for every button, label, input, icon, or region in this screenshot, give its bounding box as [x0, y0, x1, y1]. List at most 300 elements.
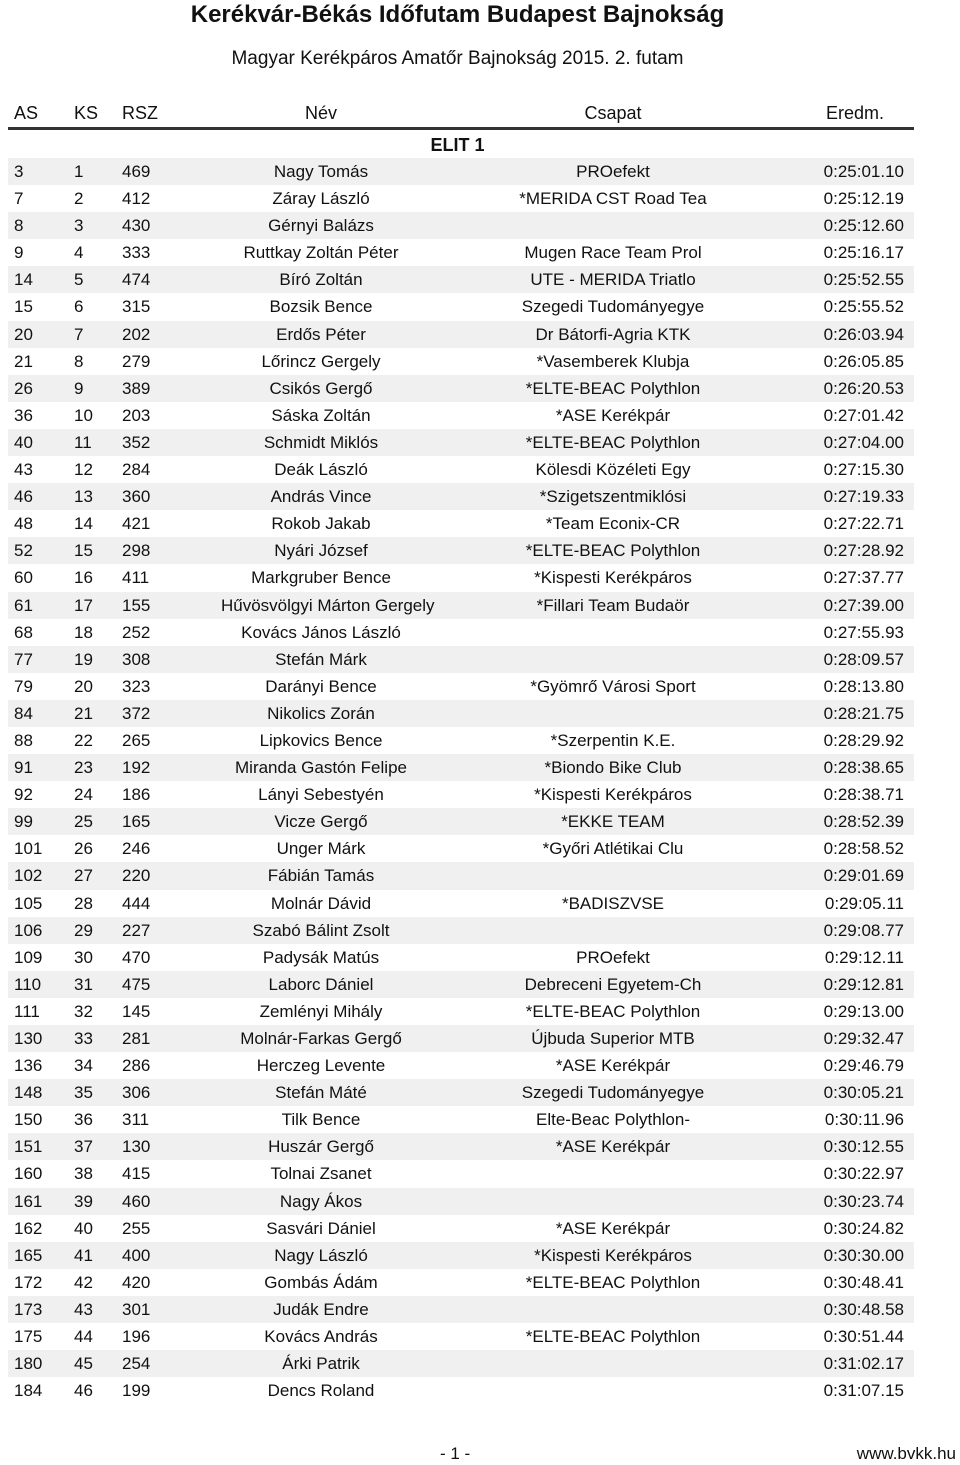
cell-rsz: 220 — [122, 866, 151, 886]
table-row — [8, 1106, 914, 1133]
cell-nev: Lányi Sebestyén — [258, 785, 384, 805]
cell-eredm: 0:28:29.92 — [823, 730, 904, 750]
cell-nev: Lipkovics Bence — [259, 730, 383, 750]
cell-nev: Erdős Péter — [276, 324, 366, 344]
cell-ks: 38 — [74, 1164, 93, 1184]
cell-nev: Huszár Gergő — [268, 1137, 374, 1157]
cell-nev: Rokob Jakab — [271, 514, 371, 534]
cell-eredm: 0:29:12.11 — [824, 947, 904, 967]
cell-csapat: *ASE Kerékpár — [555, 1137, 671, 1157]
cell-nev: Bíró Zoltán — [279, 270, 363, 290]
table-row — [8, 700, 914, 727]
cell-csapat: Szegedi Tudományegye — [521, 1083, 705, 1103]
cell-eredm: 0:27:39.00 — [823, 595, 904, 615]
table-row — [8, 1269, 914, 1296]
cell-nev: Schmidt Miklós — [263, 432, 379, 452]
cell-rsz: 192 — [122, 758, 151, 778]
cell-csapat: *EKKE TEAM — [561, 812, 665, 832]
cell-rsz: 420 — [122, 1272, 151, 1292]
cell-eredm: 0:30:22.97 — [823, 1164, 904, 1184]
cell-eredm: 0:27:01.42 — [823, 405, 904, 425]
cell-nev: Zemlényi Mihály — [259, 1001, 383, 1021]
cell-ks: 46 — [74, 1381, 93, 1401]
cell-csapat: PROefekt — [576, 947, 650, 967]
table-row — [8, 781, 914, 808]
cell-nev: Árki Patrik — [282, 1354, 360, 1374]
cell-as: 106 — [14, 920, 43, 940]
cell-as: 21 — [14, 351, 33, 371]
cell-eredm: 0:28:58.52 — [823, 839, 904, 859]
column-header-nev: Név — [304, 103, 337, 123]
cell-nev: Csikós Gergő — [269, 378, 373, 398]
cell-nev: Laborc Dániel — [268, 974, 374, 994]
cell-eredm: 0:25:55.52 — [823, 297, 904, 317]
table-row — [8, 835, 914, 862]
cell-eredm: 0:29:46.79 — [823, 1056, 904, 1076]
cell-rsz: 372 — [122, 703, 151, 723]
cell-ks: 11 — [74, 432, 92, 452]
table-row — [8, 429, 914, 456]
cell-rsz: 279 — [122, 351, 151, 371]
cell-nev: Miranda Gastón Felipe — [235, 758, 407, 778]
cell-rsz: 460 — [122, 1191, 151, 1211]
table-row — [8, 1215, 914, 1242]
cell-eredm: 0:30:24.82 — [823, 1218, 904, 1238]
cell-eredm: 0:26:03.94 — [823, 324, 904, 344]
cell-ks: 22 — [74, 730, 93, 750]
cell-csapat: Mugen Race Team Prol — [524, 243, 702, 263]
table-row — [8, 673, 914, 700]
cell-eredm: 0:29:12.81 — [823, 974, 904, 994]
cell-nev: Judák Endre — [273, 1299, 369, 1319]
cell-csapat: *Kispesti Kerékpáros — [534, 785, 692, 805]
table-row — [8, 1350, 914, 1377]
cell-csapat: PROefekt — [576, 162, 650, 181]
cell-ks: 20 — [74, 676, 93, 696]
cell-as: 184 — [14, 1381, 43, 1401]
cell-as: 151 — [14, 1137, 43, 1157]
cell-ks: 41 — [74, 1245, 93, 1265]
cell-as: 46 — [14, 487, 33, 507]
cell-ks: 14 — [74, 514, 93, 534]
cell-as: 61 — [14, 595, 33, 615]
cell-nev: Gombás Ádám — [264, 1272, 378, 1292]
cell-rsz: 444 — [122, 893, 151, 913]
cell-as: 175 — [14, 1327, 43, 1347]
table-row — [8, 971, 914, 998]
cell-nev: Záray László — [272, 189, 370, 209]
cell-csapat: *Gyömrő Városi Sport — [530, 676, 696, 696]
cell-eredm: 0:31:07.15 — [823, 1381, 904, 1401]
cell-as: 15 — [14, 297, 33, 317]
cell-rsz: 308 — [122, 649, 151, 669]
cell-ks: 5 — [74, 270, 84, 290]
table-row — [8, 402, 914, 429]
cell-ks: 36 — [74, 1110, 93, 1130]
cell-nev: Sasvári Dániel — [266, 1218, 376, 1238]
cell-nev: Bozsik Bence — [269, 297, 373, 317]
table-row — [8, 1079, 914, 1106]
cell-ks: 9 — [74, 378, 84, 398]
cell-ks: 15 — [74, 541, 93, 561]
cell-rsz: 246 — [122, 839, 151, 859]
cell-as: 7 — [14, 189, 24, 209]
cell-eredm: 0:27:19.33 — [823, 487, 904, 507]
cell-ks: 4 — [74, 243, 84, 263]
cell-as: 111 — [14, 1001, 40, 1021]
cell-nev: Nikolics Zorán — [267, 703, 375, 723]
cell-as: 150 — [14, 1110, 43, 1130]
cell-ks: 8 — [74, 351, 84, 371]
cell-eredm: 0:29:13.00 — [823, 1001, 904, 1021]
table-row — [8, 483, 914, 510]
cell-eredm: 0:25:01.10 — [823, 162, 904, 181]
cell-eredm: 0:26:20.53 — [823, 378, 904, 398]
cell-rsz: 186 — [122, 785, 151, 805]
cell-eredm: 0:27:04.00 — [823, 432, 904, 452]
table-row — [8, 592, 914, 619]
cell-rsz: 130 — [122, 1137, 151, 1157]
cell-rsz: 470 — [122, 947, 151, 967]
cell-eredm: 0:25:16.17 — [823, 243, 904, 263]
cell-rsz: 255 — [122, 1218, 151, 1238]
column-header-ks: KS — [74, 103, 99, 123]
column-header-eredm: Eredm. — [825, 103, 884, 123]
cell-as: 68 — [14, 622, 33, 642]
cell-as: 102 — [14, 866, 43, 886]
category-heading: ELIT 1 — [430, 135, 485, 155]
cell-ks: 28 — [74, 893, 93, 913]
table-row — [8, 862, 914, 889]
cell-as: 3 — [14, 162, 24, 181]
table-row — [8, 1296, 914, 1323]
table-row — [8, 456, 914, 483]
table-row — [8, 917, 914, 944]
table-row — [8, 808, 914, 835]
cell-nev: Nagy Ákos — [279, 1191, 363, 1211]
table-row — [8, 321, 914, 348]
cell-rsz: 254 — [122, 1354, 151, 1374]
cell-csapat: Elte-Beac Polythlon- — [535, 1110, 691, 1130]
cell-eredm: 0:25:52.55 — [823, 270, 904, 290]
cell-csapat: Kölesdi Közéleti Egy — [535, 460, 691, 480]
cell-nev: Gérnyi Balázs — [268, 216, 374, 236]
cell-ks: 45 — [74, 1354, 93, 1374]
table-row — [8, 1133, 914, 1160]
cell-rsz: 415 — [122, 1164, 151, 1184]
cell-eredm: 0:29:08.77 — [823, 920, 904, 940]
cell-rsz: 412 — [122, 189, 151, 209]
cell-ks: 26 — [74, 839, 93, 859]
table-row — [8, 348, 914, 375]
cell-eredm: 0:25:12.60 — [823, 216, 904, 236]
cell-csapat: *ELTE-BEAC Polythlon — [525, 541, 701, 561]
cell-nev: Molnár Dávid — [270, 893, 372, 913]
cell-rsz: 196 — [122, 1327, 151, 1347]
cell-rsz: 475 — [122, 974, 151, 994]
cell-ks: 42 — [74, 1272, 93, 1292]
cell-as: 8 — [14, 216, 24, 236]
cell-rsz: 199 — [122, 1381, 151, 1401]
cell-eredm: 0:30:23.74 — [823, 1191, 904, 1211]
table-row — [8, 1323, 914, 1350]
cell-rsz: 265 — [122, 730, 151, 750]
table-row — [8, 1052, 914, 1079]
cell-nev: Nagy Tomás — [273, 162, 369, 181]
cell-csapat: *Biondo Bike Club — [544, 758, 682, 778]
table-row — [8, 1025, 914, 1052]
cell-as: 101 — [14, 839, 43, 859]
cell-ks: 19 — [74, 649, 93, 669]
cell-as: 136 — [14, 1056, 43, 1076]
table-row — [8, 510, 914, 537]
cell-nev: Stefán Máté — [275, 1083, 367, 1103]
cell-eredm: 0:27:22.71 — [823, 514, 904, 534]
cell-nev: Tolnai Zsanet — [270, 1164, 372, 1184]
cell-eredm: 0:27:55.93 — [823, 622, 904, 642]
cell-csapat: *ELTE-BEAC Polythlon — [525, 1272, 701, 1292]
cell-rsz: 281 — [122, 1029, 151, 1048]
cell-ks: 27 — [74, 866, 93, 886]
cell-eredm: 0:27:37.77 — [823, 568, 904, 588]
table-row — [8, 239, 914, 266]
table-row — [8, 158, 914, 185]
cell-ks: 29 — [74, 920, 93, 940]
cell-ks: 33 — [74, 1029, 93, 1048]
cell-rsz: 411 — [122, 568, 150, 588]
cell-eredm: 0:29:01.69 — [823, 866, 904, 886]
table-row — [8, 375, 914, 402]
cell-csapat: Debreceni Egyetem-Ch — [524, 974, 702, 994]
cell-csapat: *Szigetszentmiklósi — [539, 487, 687, 507]
cell-rsz: 145 — [122, 1001, 151, 1021]
cell-eredm: 0:25:12.19 — [823, 189, 904, 209]
cell-nev: Stefán Márk — [275, 649, 367, 669]
table-row — [8, 537, 914, 564]
cell-ks: 35 — [74, 1083, 93, 1103]
cell-rsz: 421 — [122, 514, 151, 534]
cell-eredm: 0:30:51.44 — [823, 1327, 904, 1347]
cell-eredm: 0:28:38.71 — [823, 785, 904, 805]
cell-csapat: *ASE Kerékpár — [555, 1056, 671, 1076]
cell-as: 172 — [14, 1272, 43, 1292]
cell-nev: Nagy László — [274, 1245, 368, 1265]
cell-rsz: 301 — [122, 1299, 151, 1319]
cell-ks: 2 — [74, 189, 84, 209]
cell-eredm: 0:28:52.39 — [823, 812, 904, 832]
cell-nev: Markgruber Bence — [251, 568, 391, 588]
cell-csapat: *ELTE-BEAC Polythlon — [525, 378, 701, 398]
cell-nev: Fábián Tamás — [267, 866, 375, 886]
cell-rsz: 352 — [122, 432, 151, 452]
cell-ks: 21 — [74, 703, 93, 723]
cell-ks: 23 — [74, 758, 93, 778]
cell-rsz: 155 — [122, 595, 151, 615]
cell-rsz: 227 — [122, 920, 151, 940]
cell-ks: 37 — [74, 1137, 93, 1157]
table-row — [8, 890, 914, 917]
cell-rsz: 315 — [122, 297, 151, 317]
cell-rsz: 474 — [122, 270, 151, 290]
cell-as: 20 — [14, 324, 33, 344]
cell-nev: Ruttkay Zoltán Péter — [243, 243, 399, 263]
cell-ks: 32 — [74, 1001, 93, 1021]
cell-csapat: *ELTE-BEAC Polythlon — [525, 432, 701, 452]
cell-eredm: 0:28:09.57 — [823, 649, 904, 669]
table-row — [8, 998, 914, 1025]
cell-nev: Padysák Matús — [262, 947, 380, 967]
cell-csapat: *ASE Kerékpár — [555, 405, 671, 425]
cell-csapat: Dr Bátorfi-Agria KTK — [535, 324, 691, 344]
cell-eredm: 0:30:30.00 — [823, 1245, 904, 1265]
cell-as: 36 — [14, 405, 33, 425]
cell-csapat: *Kispesti Kerékpáros — [534, 1245, 692, 1265]
cell-as: 165 — [14, 1245, 43, 1265]
cell-ks: 12 — [74, 460, 93, 480]
cell-rsz: 298 — [122, 541, 151, 561]
results-table — [8, 158, 914, 1404]
column-header-rsz: RSZ — [122, 103, 158, 123]
cell-ks: 7 — [74, 324, 84, 344]
cell-eredm: 0:27:28.92 — [823, 541, 904, 561]
table-row — [8, 1188, 914, 1215]
cell-ks: 13 — [74, 487, 93, 507]
cell-csapat: Újbuda Superior MTB — [531, 1029, 695, 1048]
cell-rsz: 286 — [122, 1056, 151, 1076]
table-row — [8, 185, 914, 212]
cell-rsz: 469 — [122, 162, 151, 181]
cell-as: 105 — [14, 893, 43, 913]
cell-as: 109 — [14, 947, 43, 967]
cell-as: 48 — [14, 514, 33, 534]
cell-as: 160 — [14, 1164, 43, 1184]
cell-eredm: 0:30:12.55 — [823, 1137, 904, 1157]
cell-nev: Vicze Gergő — [274, 812, 368, 832]
cell-csapat: *MERIDA CST Road Tea — [519, 189, 707, 209]
cell-rsz: 430 — [122, 216, 151, 236]
cell-as: 26 — [14, 378, 33, 398]
cell-as: 91 — [14, 758, 33, 778]
cell-eredm: 0:28:21.75 — [823, 703, 904, 723]
cell-ks: 34 — [74, 1056, 93, 1076]
cell-ks: 6 — [74, 297, 84, 317]
cell-as: 77 — [14, 649, 33, 669]
cell-csapat: *Győri Atlétikai Clu — [542, 839, 684, 859]
cell-eredm: 0:30:48.58 — [823, 1299, 904, 1319]
cell-as: 92 — [14, 785, 33, 805]
cell-csapat: *ASE Kerékpár — [555, 1218, 671, 1238]
cell-nev: Kovács János László — [241, 622, 401, 642]
cell-ks: 43 — [74, 1299, 93, 1319]
cell-as: 110 — [14, 974, 42, 994]
cell-nev: Herczeg Levente — [256, 1056, 386, 1076]
table-row — [8, 1160, 914, 1187]
cell-csapat: *Kispesti Kerékpáros — [534, 568, 692, 588]
cell-as: 43 — [14, 460, 33, 480]
cell-eredm: 0:29:05.11 — [824, 893, 904, 913]
cell-rsz: 400 — [122, 1245, 151, 1265]
cell-rsz: 333 — [122, 243, 151, 263]
cell-nev: Lőrincz Gergely — [261, 351, 381, 371]
page-title: Kerékvár-Békás Időfutam Budapest Bajnokság — [190, 1, 725, 28]
cell-ks: 16 — [74, 568, 93, 588]
cell-as: 79 — [14, 676, 33, 696]
cell-ks: 39 — [74, 1191, 93, 1211]
cell-nev: Szabó Bálint Zsolt — [252, 920, 390, 940]
table-row — [8, 212, 914, 239]
cell-nev: András Vince — [270, 487, 372, 507]
cell-nev: Unger Márk — [276, 839, 366, 859]
cell-ks: 40 — [74, 1218, 93, 1238]
cell-ks: 1 — [74, 162, 84, 181]
cell-ks: 31 — [74, 974, 93, 994]
cell-eredm: 0:27:15.30 — [823, 460, 904, 480]
cell-as: 88 — [14, 730, 33, 750]
cell-csapat: *Fillari Team Budaör — [536, 595, 690, 615]
table-row — [8, 1242, 914, 1269]
column-header-as: AS — [14, 103, 39, 123]
cell-nev: Hűvösvölgyi Márton Gergely — [221, 595, 435, 615]
cell-as: 9 — [14, 243, 24, 263]
cell-nev: Dencs Roland — [267, 1381, 375, 1401]
cell-ks: 30 — [74, 947, 93, 967]
cell-eredm: 0:30:05.21 — [823, 1083, 904, 1103]
cell-as: 52 — [14, 541, 33, 561]
table-row — [8, 564, 914, 591]
column-header-csapat: Csapat — [584, 103, 642, 123]
cell-csapat: *ELTE-BEAC Polythlon — [525, 1001, 701, 1021]
cell-nev: Sáska Zoltán — [271, 405, 371, 425]
cell-nev: Kovács András — [264, 1327, 378, 1347]
cell-eredm: 0:30:11.96 — [824, 1110, 904, 1130]
cell-csapat: *ELTE-BEAC Polythlon — [525, 1327, 701, 1347]
table-row — [8, 754, 914, 781]
table-row — [8, 944, 914, 971]
cell-ks: 44 — [74, 1327, 93, 1347]
cell-ks: 25 — [74, 812, 93, 832]
table-row — [8, 293, 914, 320]
table-row — [8, 266, 914, 293]
cell-csapat: Szegedi Tudományegye — [521, 297, 705, 317]
cell-eredm: 0:26:05.85 — [823, 351, 904, 371]
cell-rsz: 389 — [122, 378, 151, 398]
cell-as: 130 — [14, 1029, 43, 1048]
page-subtitle: Magyar Kerékpáros Amatőr Bajnokság 2015. 2. futam — [231, 48, 684, 69]
cell-ks: 24 — [74, 785, 93, 805]
cell-nev: Nyári József — [274, 541, 368, 561]
cell-rsz: 284 — [122, 460, 151, 480]
cell-rsz: 252 — [122, 622, 151, 642]
cell-nev: Molnár-Farkas Gergő — [240, 1029, 402, 1048]
cell-as: 148 — [14, 1083, 43, 1103]
cell-csapat: *Vasemberek Klubja — [536, 351, 690, 371]
cell-eredm: 0:31:02.17 — [823, 1354, 904, 1374]
cell-csapat: *Szerpentin K.E. — [550, 730, 676, 750]
cell-csapat: *Team Econix-CR — [545, 514, 681, 534]
cell-rsz: 360 — [122, 487, 151, 507]
cell-rsz: 323 — [122, 676, 151, 696]
cell-nev: Deák László — [274, 460, 368, 480]
cell-as: 60 — [14, 568, 33, 588]
cell-rsz: 203 — [122, 405, 151, 425]
cell-as: 162 — [14, 1218, 43, 1238]
table-row — [8, 619, 914, 646]
cell-as: 40 — [14, 432, 33, 452]
cell-as: 173 — [14, 1299, 43, 1319]
footer-url: www.bvkk.hu — [856, 1444, 956, 1463]
cell-ks: 17 — [74, 595, 93, 615]
cell-csapat: UTE - MERIDA Triatlo — [530, 270, 696, 290]
